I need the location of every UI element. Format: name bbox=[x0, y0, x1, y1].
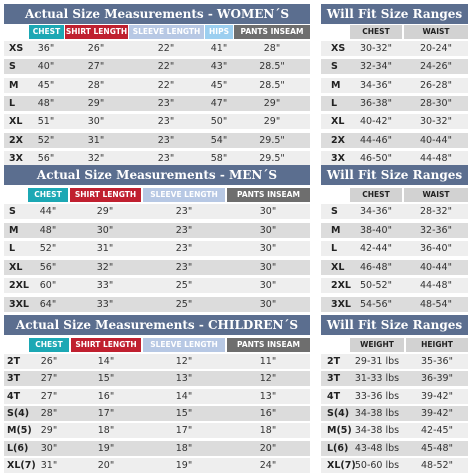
measurement-cell: 30" bbox=[259, 243, 277, 254]
size-label: 2T bbox=[7, 356, 21, 367]
measurement-cell: 32" bbox=[87, 152, 105, 164]
measurement-cell: 24" bbox=[259, 459, 277, 471]
measurement-cell: 29" bbox=[40, 425, 58, 437]
size-label: S bbox=[9, 206, 16, 217]
size-label: S bbox=[331, 61, 338, 73]
measurement-cell: 29.5" bbox=[259, 152, 285, 164]
measurement-cell: 25" bbox=[175, 298, 193, 310]
measurement-cell: 30" bbox=[259, 261, 277, 273]
measurement-cell: 23" bbox=[175, 224, 193, 236]
size-label: L(6) bbox=[7, 442, 29, 454]
measurement-cell: 45" bbox=[37, 79, 55, 91]
measurement-cell: 29" bbox=[96, 206, 114, 217]
measurement-cell: 18" bbox=[175, 442, 193, 454]
size-label: 2T bbox=[327, 356, 341, 367]
children-header-chest: CHEST bbox=[29, 338, 69, 352]
measurement-cell: 34-38 lbs bbox=[354, 425, 400, 437]
measurement-cell: 20" bbox=[97, 459, 115, 471]
measurement-cell: 48" bbox=[39, 224, 57, 236]
measurement-cell: 30" bbox=[96, 224, 114, 236]
measurement-cell: 28-32" bbox=[420, 206, 452, 217]
measurement-cell: 43-48 lbs bbox=[354, 442, 400, 454]
measurement-cell: 48-52" bbox=[421, 459, 453, 471]
measurement-cell: 51" bbox=[37, 116, 55, 128]
measurement-cell: 39-42" bbox=[421, 407, 453, 419]
men-header-chest: CHEST bbox=[28, 188, 68, 202]
measurement-cell: 12" bbox=[259, 373, 277, 385]
measurement-cell: 28.5" bbox=[259, 61, 285, 73]
men-fit-header-chest: CHEST bbox=[350, 188, 402, 202]
measurement-cell: 29" bbox=[263, 97, 281, 109]
measurement-cell: 48-54" bbox=[420, 298, 452, 310]
measurement-cell: 29.5" bbox=[259, 134, 285, 146]
children-header-pants-inseam: PANTS INSEAM bbox=[227, 338, 310, 352]
measurement-cell: 24-26" bbox=[420, 61, 452, 73]
measurement-cell: 32-36" bbox=[420, 224, 452, 236]
measurement-cell: 30" bbox=[87, 116, 105, 128]
measurement-cell: 19" bbox=[97, 442, 115, 454]
children-fit-row bbox=[0, 440, 472, 457]
measurement-cell: 64" bbox=[39, 298, 57, 310]
size-label: 3XL bbox=[331, 298, 351, 310]
measurement-cell: 31" bbox=[87, 134, 105, 146]
size-label: 3T bbox=[327, 373, 341, 385]
measurement-cell: 28.5" bbox=[259, 79, 285, 91]
size-label: XL bbox=[9, 116, 23, 128]
measurement-cell: 38-40" bbox=[360, 224, 392, 236]
men-fit-title: Will Fit Size Ranges bbox=[321, 165, 468, 185]
size-label: XL(7) bbox=[7, 459, 36, 471]
measurement-cell: 26-28" bbox=[420, 79, 452, 91]
measurement-cell: 52" bbox=[37, 134, 55, 146]
measurement-cell: 52" bbox=[39, 243, 57, 254]
measurement-cell: 44-48" bbox=[420, 152, 452, 164]
measurement-cell: 54" bbox=[210, 134, 228, 146]
children-fit-row bbox=[0, 353, 472, 370]
measurement-cell: 23" bbox=[157, 116, 175, 128]
size-label: 3X bbox=[9, 152, 23, 164]
measurement-cell: 22" bbox=[157, 43, 175, 54]
size-label: S bbox=[331, 206, 338, 217]
size-label: L bbox=[331, 243, 338, 254]
measurement-cell: 36" bbox=[37, 43, 55, 54]
women-fit-header-waist: WAIST bbox=[404, 25, 468, 39]
measurement-cell: 14" bbox=[97, 356, 115, 367]
measurement-cell: 36-39" bbox=[421, 373, 453, 385]
measurement-cell: 50" bbox=[210, 116, 228, 128]
measurement-cell: 39-42" bbox=[421, 390, 453, 402]
size-label: 2X bbox=[9, 134, 23, 146]
measurement-cell: 12" bbox=[175, 356, 193, 367]
size-label: 2X bbox=[331, 134, 345, 146]
children-fit-row bbox=[0, 405, 472, 422]
measurement-cell: 56" bbox=[39, 261, 57, 273]
children-fit-header-row bbox=[0, 338, 472, 352]
women-header-chest: CHEST bbox=[29, 25, 64, 39]
measurement-cell: 14" bbox=[175, 390, 193, 402]
measurement-cell: 27" bbox=[87, 61, 105, 73]
measurement-cell: 30-32" bbox=[420, 116, 452, 128]
measurement-cell: 30" bbox=[259, 224, 277, 236]
measurement-cell: 33-36 lbs bbox=[354, 390, 400, 402]
measurement-cell: 23" bbox=[175, 206, 193, 217]
measurement-cell: 31" bbox=[40, 459, 58, 471]
measurement-cell: 40-42" bbox=[360, 116, 392, 128]
size-label: M(5) bbox=[327, 425, 352, 437]
size-label: S(4) bbox=[327, 407, 350, 419]
men-table-title: Actual Size Measurements - MEN´S bbox=[4, 165, 310, 185]
men-header-sleeve-length: SLEEVE LENGTH bbox=[143, 188, 225, 202]
women-header-hips: HIPS bbox=[205, 25, 233, 39]
measurement-cell: 20-24" bbox=[420, 43, 452, 54]
women-header-sleeve-length: SLEEVE LENGTH bbox=[129, 25, 204, 39]
size-label: 4T bbox=[7, 390, 21, 402]
women-header-shirt-length: SHIRT LENGTH bbox=[65, 25, 128, 39]
children-table-title: Actual Size Measurements - CHILDREN´S bbox=[4, 315, 310, 335]
children-fit-row bbox=[0, 370, 472, 387]
size-label: XL bbox=[331, 261, 345, 273]
size-label: 3XL bbox=[9, 298, 29, 310]
measurement-cell: 45" bbox=[210, 79, 228, 91]
measurement-cell: 35-36" bbox=[421, 356, 453, 367]
measurement-cell: 16" bbox=[97, 390, 115, 402]
size-label: 4T bbox=[327, 390, 341, 402]
measurement-cell: 23" bbox=[175, 243, 193, 254]
measurement-cell: 43" bbox=[210, 61, 228, 73]
children-header-sleeve-length: SLEEVE LENGTH bbox=[143, 338, 225, 352]
measurement-cell: 42-44" bbox=[360, 243, 392, 254]
measurement-cell: 40-44" bbox=[420, 134, 452, 146]
measurement-cell: 34-36" bbox=[360, 206, 392, 217]
measurement-cell: 13" bbox=[259, 390, 277, 402]
measurement-cell: 46-50" bbox=[360, 152, 392, 164]
measurement-cell: 28" bbox=[87, 79, 105, 91]
measurement-cell: 33" bbox=[96, 298, 114, 310]
measurement-cell: 15" bbox=[97, 373, 115, 385]
size-label: L bbox=[9, 97, 16, 109]
size-label: M(5) bbox=[7, 425, 32, 437]
size-label: XS bbox=[331, 43, 346, 54]
size-label: L bbox=[331, 97, 338, 109]
measurement-cell: 45-48" bbox=[421, 442, 453, 454]
size-label: 3T bbox=[7, 373, 21, 385]
children-header-shirt-length: SHIRT LENGTH bbox=[71, 338, 141, 352]
size-label: L(6) bbox=[327, 442, 349, 454]
measurement-cell: 23" bbox=[157, 134, 175, 146]
measurement-cell: 30" bbox=[40, 442, 58, 454]
size-label: 3X bbox=[331, 152, 345, 164]
measurement-cell: 60" bbox=[39, 280, 57, 291]
size-label: XL(7) bbox=[327, 459, 356, 471]
measurement-cell: 17" bbox=[175, 425, 193, 437]
measurement-cell: 17" bbox=[97, 407, 115, 419]
measurement-cell: 16" bbox=[259, 407, 277, 419]
measurement-cell: 22" bbox=[157, 79, 175, 91]
children-fit-header-weight: WEIGHT bbox=[350, 338, 404, 352]
measurement-cell: 32" bbox=[96, 261, 114, 273]
size-label: XS bbox=[9, 43, 24, 54]
measurement-cell: 30" bbox=[259, 298, 277, 310]
measurement-cell: 27" bbox=[40, 390, 58, 402]
children-fit-row bbox=[0, 388, 472, 405]
measurement-cell: 23" bbox=[157, 152, 175, 164]
measurement-cell: 44-48" bbox=[420, 280, 452, 291]
measurement-cell: 23" bbox=[175, 261, 193, 273]
measurement-cell: 31-33 lbs bbox=[354, 373, 400, 385]
measurement-cell: 18" bbox=[97, 425, 115, 437]
measurement-cell: 44" bbox=[39, 206, 57, 217]
size-label: 2XL bbox=[331, 280, 351, 291]
size-label: L bbox=[9, 243, 16, 254]
measurement-cell: 46-48" bbox=[360, 261, 392, 273]
measurement-cell: 13" bbox=[175, 373, 193, 385]
size-label: M bbox=[331, 79, 341, 91]
measurement-cell: 36-40" bbox=[420, 243, 452, 254]
measurement-cell: 30" bbox=[259, 206, 277, 217]
measurement-cell: 32-34" bbox=[360, 61, 392, 73]
size-label: M bbox=[9, 79, 19, 91]
measurement-cell: 26" bbox=[40, 356, 58, 367]
measurement-cell: 54-56" bbox=[360, 298, 392, 310]
measurement-cell: 36-38" bbox=[360, 97, 392, 109]
men-header-pants-inseam: PANTS INSEAM bbox=[227, 188, 310, 202]
women-fit-header-chest: CHEST bbox=[350, 25, 402, 39]
size-label: 2XL bbox=[9, 280, 29, 291]
measurement-cell: 56" bbox=[37, 152, 55, 164]
measurement-cell: 58" bbox=[210, 152, 228, 164]
men-fit-header-waist: WAIST bbox=[404, 188, 468, 202]
size-label: S bbox=[9, 61, 16, 73]
women-fit-title: Will Fit Size Ranges bbox=[321, 4, 468, 24]
children-fit-header-height: HEIGHT bbox=[406, 338, 468, 352]
measurement-cell: 40-44" bbox=[420, 261, 452, 273]
measurement-cell: 50-60 lbs bbox=[354, 459, 400, 471]
measurement-cell: 15" bbox=[175, 407, 193, 419]
measurement-cell: 11" bbox=[259, 356, 277, 367]
children-fit-title: Will Fit Size Ranges bbox=[321, 315, 468, 335]
size-label: XL bbox=[331, 116, 345, 128]
size-label: M bbox=[9, 224, 19, 236]
size-label: S(4) bbox=[7, 407, 30, 419]
measurement-cell: 26" bbox=[87, 43, 105, 54]
men-header-shirt-length: SHIRT LENGTH bbox=[70, 188, 141, 202]
measurement-cell: 28" bbox=[263, 43, 281, 54]
measurement-cell: 34-36" bbox=[360, 79, 392, 91]
measurement-cell: 29" bbox=[263, 116, 281, 128]
measurement-cell: 30" bbox=[259, 280, 277, 291]
children-fit-row bbox=[0, 457, 472, 474]
measurement-cell: 42-45" bbox=[421, 425, 453, 437]
measurement-cell: 28-30" bbox=[420, 97, 452, 109]
measurement-cell: 34-38 lbs bbox=[354, 407, 400, 419]
measurement-cell: 19" bbox=[175, 459, 193, 471]
measurement-cell: 29" bbox=[87, 97, 105, 109]
measurement-cell: 23" bbox=[157, 97, 175, 109]
measurement-cell: 22" bbox=[157, 61, 175, 73]
measurement-cell: 33" bbox=[96, 280, 114, 291]
measurement-cell: 47" bbox=[210, 97, 228, 109]
measurement-cell: 44-46" bbox=[360, 134, 392, 146]
measurement-cell: 20" bbox=[259, 442, 277, 454]
measurement-cell: 29-31 lbs bbox=[354, 356, 400, 367]
measurement-cell: 30-32" bbox=[360, 43, 392, 54]
size-label: XL bbox=[9, 261, 23, 273]
measurement-cell: 31" bbox=[96, 243, 114, 254]
measurement-cell: 41" bbox=[210, 43, 228, 54]
measurement-cell: 48" bbox=[37, 97, 55, 109]
measurement-cell: 18" bbox=[259, 425, 277, 437]
measurement-cell: 28" bbox=[40, 407, 58, 419]
women-header-pants-inseam: PANTS INSEAM bbox=[234, 25, 310, 39]
measurement-cell: 27" bbox=[40, 373, 58, 385]
size-label: M bbox=[331, 224, 341, 236]
measurement-cell: 50-52" bbox=[360, 280, 392, 291]
measurement-cell: 25" bbox=[175, 280, 193, 291]
children-fit-row bbox=[0, 422, 472, 439]
measurement-cell: 40" bbox=[37, 61, 55, 73]
women-table-title: Actual Size Measurements - WOMEN´S bbox=[4, 4, 310, 24]
